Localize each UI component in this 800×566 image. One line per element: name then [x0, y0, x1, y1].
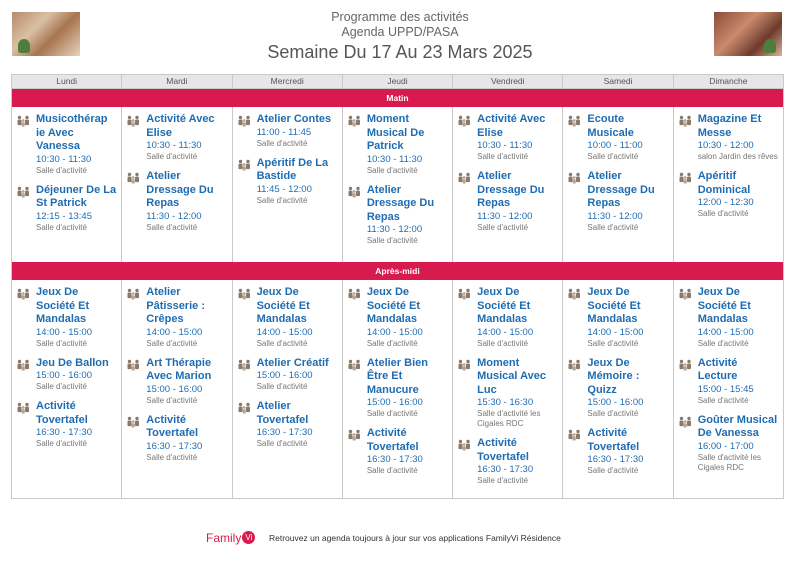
day-cell-jeudi [343, 107, 453, 262]
activity-name: Activité Tovertafel [146, 413, 199, 439]
activity-time: 11:30 - 12:00 [477, 210, 533, 222]
activity-item[interactable] [678, 414, 780, 473]
activity-location: Salle d'activité [366, 409, 418, 418]
activity-time: 10:00 - 11:00 [587, 140, 643, 151]
activity-item[interactable] [567, 170, 669, 233]
day-cell-lundi [12, 280, 122, 498]
people-icon [567, 288, 582, 349]
activity-item[interactable] [126, 170, 228, 233]
activity-name: Activité Lecture [697, 356, 738, 382]
logo-text: Family [206, 531, 242, 545]
people-icon [457, 172, 472, 233]
activity-item[interactable] [347, 357, 449, 420]
activity-time: 11:45 - 12:00 [256, 183, 312, 195]
people-icon [237, 402, 252, 449]
activity-item[interactable] [237, 400, 339, 449]
day-cell-vendredi [453, 107, 563, 262]
activity-item[interactable] [16, 357, 118, 393]
activity-item[interactable] [237, 357, 339, 393]
activity-location: Salle d'activité [697, 395, 749, 405]
activity-item[interactable] [678, 286, 780, 349]
page-footer [0, 530, 800, 546]
people-icon [457, 288, 472, 349]
activity-location: Salle d'activité [366, 338, 418, 348]
activity-name: Jeux De Société Et Mandalas [366, 286, 421, 325]
activity-location: Salle d'activité [697, 338, 749, 348]
activity-location: Salle d'activité [477, 222, 529, 232]
activity-time: 11:30 - 12:00 [366, 224, 423, 235]
activity-location: Salle d'activité [256, 138, 308, 148]
activity-location: Salle d'activité [256, 195, 308, 205]
section-row [12, 280, 783, 498]
activity-item[interactable] [567, 357, 669, 420]
people-icon [678, 288, 693, 349]
footer-text: Retrouvez un agenda toujours à jour sur vos applications FamilyVi Résidence [269, 533, 561, 543]
section-band: Après-midi [12, 262, 783, 280]
week-title: Semaine Du 17 Au 23 Mars 2025 [267, 42, 533, 62]
activity-item[interactable] [457, 357, 559, 430]
activity-time: 16:30 - 17:30 [146, 440, 203, 452]
activity-item[interactable] [457, 437, 559, 486]
activity-location: Salle d'activité [587, 338, 639, 348]
activity-time: 16:30 - 17:30 [477, 464, 534, 475]
activity-time: 15:00 - 16:00 [366, 397, 423, 408]
activity-time: 12:00 - 12:30 [697, 197, 754, 208]
activity-item[interactable] [237, 113, 339, 149]
people-icon [126, 416, 141, 463]
people-icon [16, 359, 31, 393]
header-title: Programme des activités [331, 10, 469, 24]
activity-time: 11:00 - 11:45 [256, 126, 312, 138]
day-cell-mercredi [233, 107, 343, 262]
activity-item[interactable] [347, 286, 449, 349]
schedule-grid [11, 74, 784, 499]
activity-item[interactable] [457, 170, 559, 233]
day-cell-jeudi [343, 280, 453, 498]
activity-name: Atelier Contes [256, 113, 332, 125]
people-icon [126, 172, 141, 233]
day-cell-dimanche [674, 107, 783, 262]
people-icon [237, 159, 252, 206]
activity-name: Musicothérap ie Avec Vanessa [36, 113, 108, 152]
activity-location: Salle d'activité [477, 338, 529, 348]
activity-time: 16:00 - 17:00 [697, 440, 754, 452]
day-cell-dimanche [674, 280, 783, 498]
activity-location: Salle d'activité les Cigales RDC [477, 409, 541, 428]
activity-time: 15:00 - 16:00 [146, 383, 203, 395]
day-header-mardi: Mardi [122, 75, 232, 88]
activity-item[interactable] [567, 427, 669, 476]
activity-item[interactable] [126, 414, 228, 463]
activity-location: Salle d'activité [477, 476, 529, 485]
people-icon [457, 359, 472, 430]
activity-time: 11:30 - 12:00 [146, 210, 202, 222]
day-header-lundi: Lundi [12, 75, 122, 88]
activity-time: 16:30 - 17:30 [587, 454, 644, 465]
activity-name: Atelier Pâtisserie : Crêpes [146, 286, 205, 325]
activity-location: Salle d'activité [256, 338, 308, 348]
activity-name: Moment Musical De Patrick [366, 113, 425, 152]
activity-name: Activité Avec Elise [477, 113, 546, 139]
day-header-row [12, 75, 783, 89]
activity-name: Atelier Dressage Du Repas [587, 170, 655, 209]
day-header-jeudi: Jeudi [343, 75, 453, 88]
activity-name: Art Thérapie Avec Marion [146, 356, 212, 382]
activity-time: 12:15 - 13:45 [36, 210, 92, 222]
people-icon [678, 416, 693, 473]
activity-name: Jeux De Société Et Mandalas [36, 286, 90, 325]
activity-time: 15:30 - 16:30 [477, 397, 534, 408]
activity-time: 10:30 - 11:30 [36, 153, 92, 165]
people-icon [237, 288, 252, 349]
page-header [0, 10, 800, 64]
activity-item[interactable] [126, 357, 228, 406]
day-header-samedi: Samedi [563, 75, 673, 88]
section-band: Matin [12, 89, 783, 107]
logo-mark: Vi [242, 531, 255, 544]
activity-item[interactable] [678, 170, 780, 219]
activity-location: Salle d'activité [146, 222, 198, 232]
activity-time: 10:30 - 12:00 [697, 140, 754, 151]
people-icon [16, 288, 31, 349]
activity-location: Salle d'activité [256, 439, 308, 448]
people-icon [457, 439, 472, 486]
activity-time: 14:00 - 15:00 [477, 326, 534, 338]
activity-location: Salle d'activité [256, 382, 308, 391]
people-icon [16, 402, 31, 449]
people-icon [347, 186, 362, 247]
day-header-dimanche: Dimanche [709, 76, 748, 86]
activity-item[interactable] [126, 286, 228, 349]
day-cell-vendredi [453, 280, 563, 498]
activity-name: Jeux De Société Et Mandalas [477, 286, 531, 325]
activity-time: 16:30 - 17:30 [36, 427, 92, 438]
activity-time: 15:00 - 16:00 [256, 370, 313, 381]
activity-name: Atelier Dressage Du Repas [366, 183, 435, 223]
activity-location: Salle d'activité [146, 452, 198, 462]
activity-time: 14:00 - 15:00 [697, 326, 754, 338]
activity-name: Atelier Créatif [256, 356, 329, 369]
people-icon [126, 359, 141, 406]
people-icon [126, 288, 141, 349]
activity-name: Atelier Dressage Du Repas [146, 170, 214, 209]
activity-time: 14:00 - 15:00 [256, 326, 313, 338]
activity-item[interactable] [567, 286, 669, 349]
activity-location: Salle d'activité [146, 338, 198, 348]
activity-name: Apéritif Dominical [697, 170, 751, 196]
activity-item[interactable] [16, 113, 118, 176]
day-cell-mardi [122, 280, 232, 498]
day-header-vendredi: Vendredi [453, 75, 563, 88]
activity-name: Jeux De Société Et Mandalas [587, 286, 641, 325]
activity-location: Salle d'activité [366, 236, 418, 245]
activity-name: Atelier Dressage Du Repas [477, 170, 545, 209]
activity-item[interactable] [678, 357, 780, 406]
activity-location: Salle d'activité [697, 209, 749, 218]
people-icon [16, 115, 31, 176]
activity-name: Atelier Tovertafel [256, 400, 309, 426]
activity-location: Salle d'activité [366, 165, 418, 175]
activity-location: Salle d'activité [587, 466, 639, 475]
activity-item[interactable] [347, 184, 449, 247]
people-icon [347, 429, 362, 476]
people-icon [678, 115, 693, 162]
activity-item[interactable] [237, 286, 339, 349]
activity-location: Salle d'activité [366, 466, 418, 475]
people-icon [237, 115, 252, 149]
people-icon [237, 359, 252, 393]
day-cell-samedi [563, 280, 673, 498]
activity-location: Salle d'activité [146, 152, 198, 161]
activity-time: 15:00 - 16:00 [36, 370, 92, 381]
day-header-mercredi: Mercredi [233, 75, 343, 88]
activity-name: Apéritif De La Bastide [256, 156, 329, 182]
people-icon [567, 359, 582, 420]
activity-location: Salle d'activité [36, 165, 87, 175]
activity-item[interactable] [567, 113, 669, 162]
activity-location: Salle d'activité [36, 439, 87, 448]
people-icon [347, 359, 362, 420]
activity-name: Activité Tovertafel [366, 427, 419, 453]
activity-item[interactable] [16, 286, 118, 349]
activity-time: 14:00 - 15:00 [587, 326, 644, 338]
activity-name: Activité Avec Elise [146, 113, 215, 139]
activity-time: 14:00 - 15:00 [366, 326, 423, 338]
activity-location: Salle d'activité [36, 222, 87, 232]
activity-time: 11:30 - 12:00 [587, 210, 643, 222]
activity-item[interactable] [237, 157, 339, 206]
activity-location: Salle d'activité [587, 222, 639, 232]
activity-name: Activité Tovertafel [36, 400, 88, 426]
activity-item[interactable] [457, 113, 559, 162]
people-icon [16, 186, 31, 233]
activity-time: 14:00 - 15:00 [146, 326, 203, 338]
activity-name: Jeux De Société Et Mandalas [697, 286, 751, 325]
people-icon [678, 359, 693, 406]
activity-location: Salle d'activité [587, 409, 639, 418]
activity-name: Atelier Bien Être Et Manucure [366, 356, 428, 396]
people-icon [457, 115, 472, 162]
activity-location: Salle d'activité [477, 152, 529, 161]
activity-location: Salle d'activité [587, 152, 639, 161]
activity-time: 16:30 - 17:30 [366, 454, 423, 465]
activity-item[interactable] [457, 286, 559, 349]
activity-name: Activité Tovertafel [477, 437, 529, 463]
activity-name: Goûter Musical De Vanessa [697, 413, 778, 439]
activity-time: 15:00 - 15:45 [697, 383, 754, 395]
activity-name: Ecoute Musicale [587, 113, 634, 139]
activity-item[interactable] [126, 113, 228, 162]
day-cell-mercredi [233, 280, 343, 498]
people-icon [347, 288, 362, 349]
activity-name: Déjeuner De La St Patrick [36, 183, 117, 209]
people-icon [567, 429, 582, 476]
activity-location: Salle d'activité les Cigales RDC [697, 452, 762, 472]
people-icon [567, 172, 582, 233]
familyvi-logo [206, 530, 255, 546]
people-icon [347, 115, 362, 176]
activity-time: 15:00 - 16:00 [587, 397, 644, 408]
section-row [12, 107, 783, 262]
activity-name: Jeu De Ballon [36, 356, 109, 369]
activity-location: salon Jardin des rêves [697, 152, 778, 161]
day-cell-lundi [12, 107, 122, 262]
activity-name: Magazine Et Messe [697, 113, 762, 139]
activity-location: Salle d'activité [146, 395, 198, 405]
activity-time: 16:30 - 17:30 [256, 427, 313, 438]
activity-time: 10:30 - 11:30 [146, 140, 202, 151]
activity-name: Moment Musical Avec Luc [477, 356, 547, 396]
activity-time: 10:30 - 11:30 [477, 140, 533, 151]
activity-name: Activité Tovertafel [587, 427, 640, 453]
activity-item[interactable] [16, 400, 118, 449]
day-cell-mardi [122, 107, 232, 262]
activity-name: Jeux De Mémoire : Quizz [587, 356, 640, 396]
people-icon [567, 115, 582, 162]
activity-time: 10:30 - 11:30 [366, 153, 423, 165]
activity-item[interactable] [16, 184, 118, 233]
activity-item[interactable] [347, 427, 449, 476]
people-icon [126, 115, 141, 162]
day-cell-samedi [563, 107, 673, 262]
activity-item[interactable] [347, 113, 449, 176]
activity-name: Jeux De Société Et Mandalas [256, 286, 310, 325]
activity-item[interactable] [678, 113, 780, 162]
activity-location: Salle d'activité [36, 382, 87, 391]
activity-time: 14:00 - 15:00 [36, 326, 92, 338]
header-subtitle: Agenda UPPD/PASA [341, 25, 459, 39]
people-icon [678, 172, 693, 219]
activity-location: Salle d'activité [36, 338, 87, 348]
